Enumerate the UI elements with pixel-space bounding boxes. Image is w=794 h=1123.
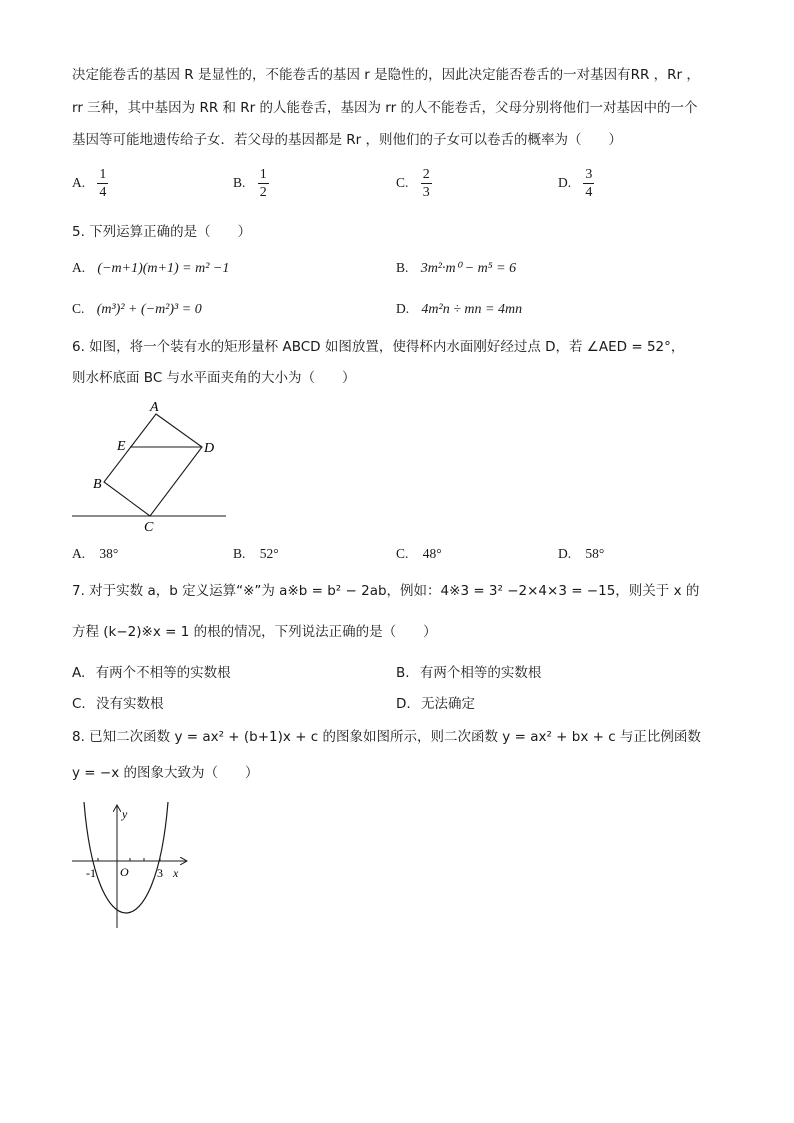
q4-option-a xyxy=(72,166,108,201)
question-7-stem-line-2: 方程 (k−2)※x = 1 的根的情况，下列说法正确的是（ ） xyxy=(72,624,437,640)
q7-option-d xyxy=(396,692,475,712)
q5-option-c xyxy=(72,301,202,318)
q6-option-a xyxy=(72,546,118,562)
label-d: D xyxy=(204,441,215,456)
option-letter: C. xyxy=(396,175,409,190)
denominator: 4 xyxy=(585,185,593,200)
label-x: x xyxy=(173,866,179,880)
numerator: 1 xyxy=(99,167,107,182)
option-letter: B. xyxy=(396,665,410,681)
option-letter: B. xyxy=(396,260,409,275)
q7-option-b xyxy=(396,661,541,681)
q4-option-d xyxy=(558,166,594,201)
denominator: 4 xyxy=(99,185,107,200)
fraction xyxy=(258,166,269,201)
option-value: 48° xyxy=(422,546,442,561)
option-value: 38° xyxy=(99,546,119,561)
question-8-figure xyxy=(66,800,196,932)
option-letter: D. xyxy=(558,175,572,190)
question-6-stem-line-1: 6. 如图，将一个装有水的矩形量杯 ABCD 如图放置，使得杯内水面刚好经过点 D，若 ∠AED = 52°， xyxy=(72,339,685,355)
option-letter: C. xyxy=(72,696,86,712)
question-6-figure xyxy=(64,394,236,536)
option-text: 有两个不相等的实数根 xyxy=(95,665,231,681)
option-letter: D. xyxy=(558,546,572,561)
label-y: y xyxy=(122,807,128,821)
option-letter: A. xyxy=(72,665,86,681)
label-b: B xyxy=(93,477,102,492)
fraction xyxy=(583,166,594,201)
question-5-stem: 5. 下列运算正确的是（ ） xyxy=(72,224,252,240)
option-letter: A. xyxy=(72,546,86,561)
option-formula: 4m²n ÷ mn = 4mn xyxy=(421,302,523,317)
numerator: 2 xyxy=(422,167,430,182)
q7-option-c xyxy=(72,692,164,712)
option-formula: (m³)² + (−m²)³ = 0 xyxy=(96,302,202,317)
q6-option-c xyxy=(396,546,442,562)
label-neg1: -1 xyxy=(86,866,96,880)
label-c: C xyxy=(144,520,154,535)
option-formula: (−m+1)(m+1) = m² −1 xyxy=(97,261,230,276)
q5-option-a xyxy=(72,260,229,277)
question-4-text-line-1: 决定能卷舌的基因 R 是显性的，不能卷舌的基因 r 是隐性的，因此决定能否卷舌的一对基因有RR ，Rr ， xyxy=(72,67,700,83)
fraction xyxy=(97,166,108,201)
rectangle-abcd xyxy=(104,414,202,516)
question-8-stem-line-2: y = −x 的图象大致为（ ） xyxy=(72,765,259,781)
question-6-stem-line-2: 则水杯底面 BC 与水平面夹角的大小为（ ） xyxy=(72,370,356,386)
option-value: 58° xyxy=(585,546,605,561)
question-4-text-line-2: rr 三种，其中基因为 RR 和 Rr 的人能卷舌，基因为 rr 的人不能卷舌，父母分别将他们一对基因中的一个 xyxy=(72,100,698,116)
q6-option-b xyxy=(233,546,279,562)
option-letter: A. xyxy=(72,260,86,275)
label-e: E xyxy=(117,439,126,454)
option-text: 没有实数根 xyxy=(96,696,164,712)
label-3: 3 xyxy=(157,866,163,880)
option-letter: C. xyxy=(72,301,85,316)
fraction xyxy=(421,166,432,201)
option-text: 有两个相等的实数根 xyxy=(419,665,542,681)
numerator: 3 xyxy=(585,167,593,182)
option-text: 无法确定 xyxy=(420,696,475,712)
denominator: 3 xyxy=(422,185,430,200)
q4-option-b xyxy=(233,166,269,201)
option-letter: B. xyxy=(233,175,246,190)
option-letter: D. xyxy=(396,696,411,712)
numerator: 1 xyxy=(259,167,267,182)
option-letter: C. xyxy=(396,546,409,561)
option-letter: D. xyxy=(396,301,410,316)
q5-option-d xyxy=(396,301,522,318)
denominator: 2 xyxy=(259,185,267,200)
label-origin: O xyxy=(120,865,129,879)
option-value: 52° xyxy=(259,546,279,561)
option-formula: 3m²·m⁰ − m⁵ = 6 xyxy=(420,261,517,276)
option-letter: A. xyxy=(72,175,86,190)
option-letter: B. xyxy=(233,546,246,561)
q7-option-a xyxy=(72,661,231,681)
q6-option-d xyxy=(558,546,604,562)
question-8-stem-line-1: 8. 已知二次函数 y = ax² + (b+1)x + c 的图象如图所示，则二次函数 y = ax² + bx + c 与正比例函数 xyxy=(72,729,701,745)
question-4-text-line-3: 基因等可能地遗传给子女．若父母的基因都是 Rr ，则他们的子女可以卷舌的概率为（ ） xyxy=(72,132,623,148)
label-a: A xyxy=(150,400,159,415)
question-7-stem-line-1: 7. 对于实数 a，b 定义运算“※”为 a※b = b² − 2ab，例如：4※3 = 3² −2×4×3 = −15，则关于 x 的 xyxy=(72,583,700,599)
q4-option-c xyxy=(396,166,432,201)
q5-option-b xyxy=(396,260,516,277)
